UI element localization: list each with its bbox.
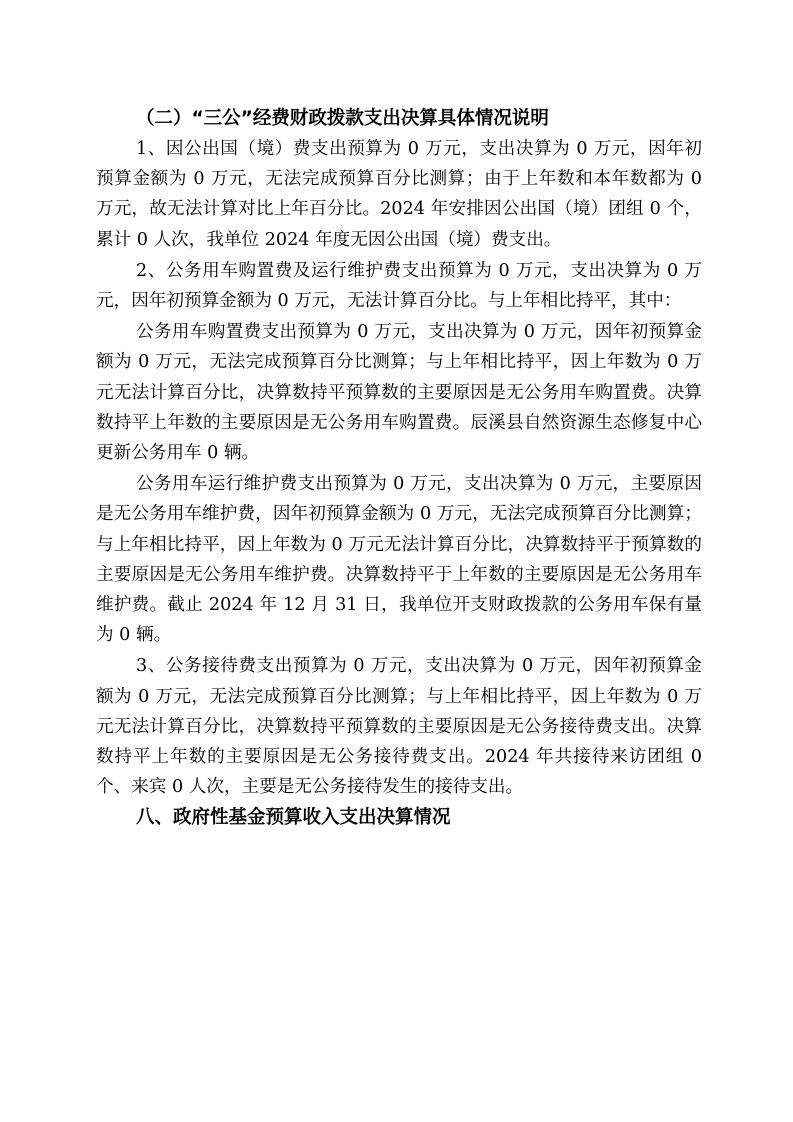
paragraph-reception: 3、公务接待费支出预算为 0 万元，支出决算为 0 万元，因年初预算金额为 0 万元，无法完成预算百分比测算；与上年相比持平，因上年数为 0 万元无法计算百分比，决算数持平预算数的主要原因是无公务接待费支出。决算数持平上年数的主要原因是无公务接待费支出。2024 年共接待来访团组 0 个、来宾 0 人次，主要是无公务接待发生的接待支出。: [96, 656, 702, 798]
paragraph-vehicle-purchase: 公务用车购置费支出预算为 0 万元，支出决算为 0 万元，因年初预算金额为 0 万元，无法完成预算百分比测算；与上年相比持平，因上年数为 0 万元无法计算百分比，决算数持平预算数的主要原因是无公务用车购置费。决算数持平上年数的主要原因是无公务用车购置费。辰溪县自然资源生态修复中心更新公务用车 0 辆。: [96, 322, 702, 464]
paragraph-vehicle-maintenance: 公务用车运行维护费支出预算为 0 万元，支出决算为 0 万元，主要原因是无公务用车维护费，因年初预算金额为 0 万元，无法完成预算百分比测算；与上年相比持平，因上年数为 0 万元无法计算百分比，决算数持平于预算数的主要原因是无公务用车维护费。决算数持平于上年数的主要原因是无公务用车维护费。截止 2024 年 12 月 31 日，我单位开支财政拨款的公务用车保有量为 0 辆。: [96, 474, 702, 646]
section-title: 八、政府性基金预算收入支出决算情况: [136, 807, 451, 829]
subheading: （二）“三公”经费财政拨款支出决算具体情况说明: [136, 108, 549, 129]
paragraph-vehicle-total: 2、公务用车购置费及运行维护费支出预算为 0 万元，支出决算为 0 万元，因年初预算金额为 0 万元，无法计算百分比。与上年相比持平，其中：: [96, 260, 702, 312]
paragraph-outbound-travel: 1、因公出国（境）费支出预算为 0 万元，支出决算为 0 万元，因年初预算金额为 0 万元，无法完成预算百分比测算；由于上年数和本年数都为 0 万元，故无法计算对比上年百分比。2024 年安排因公出国（境）团组 0 个，累计 0 人次，我单位 2024 年度无因公出国（境）费支出。: [96, 139, 702, 250]
document-body: [96, 103, 702, 833]
